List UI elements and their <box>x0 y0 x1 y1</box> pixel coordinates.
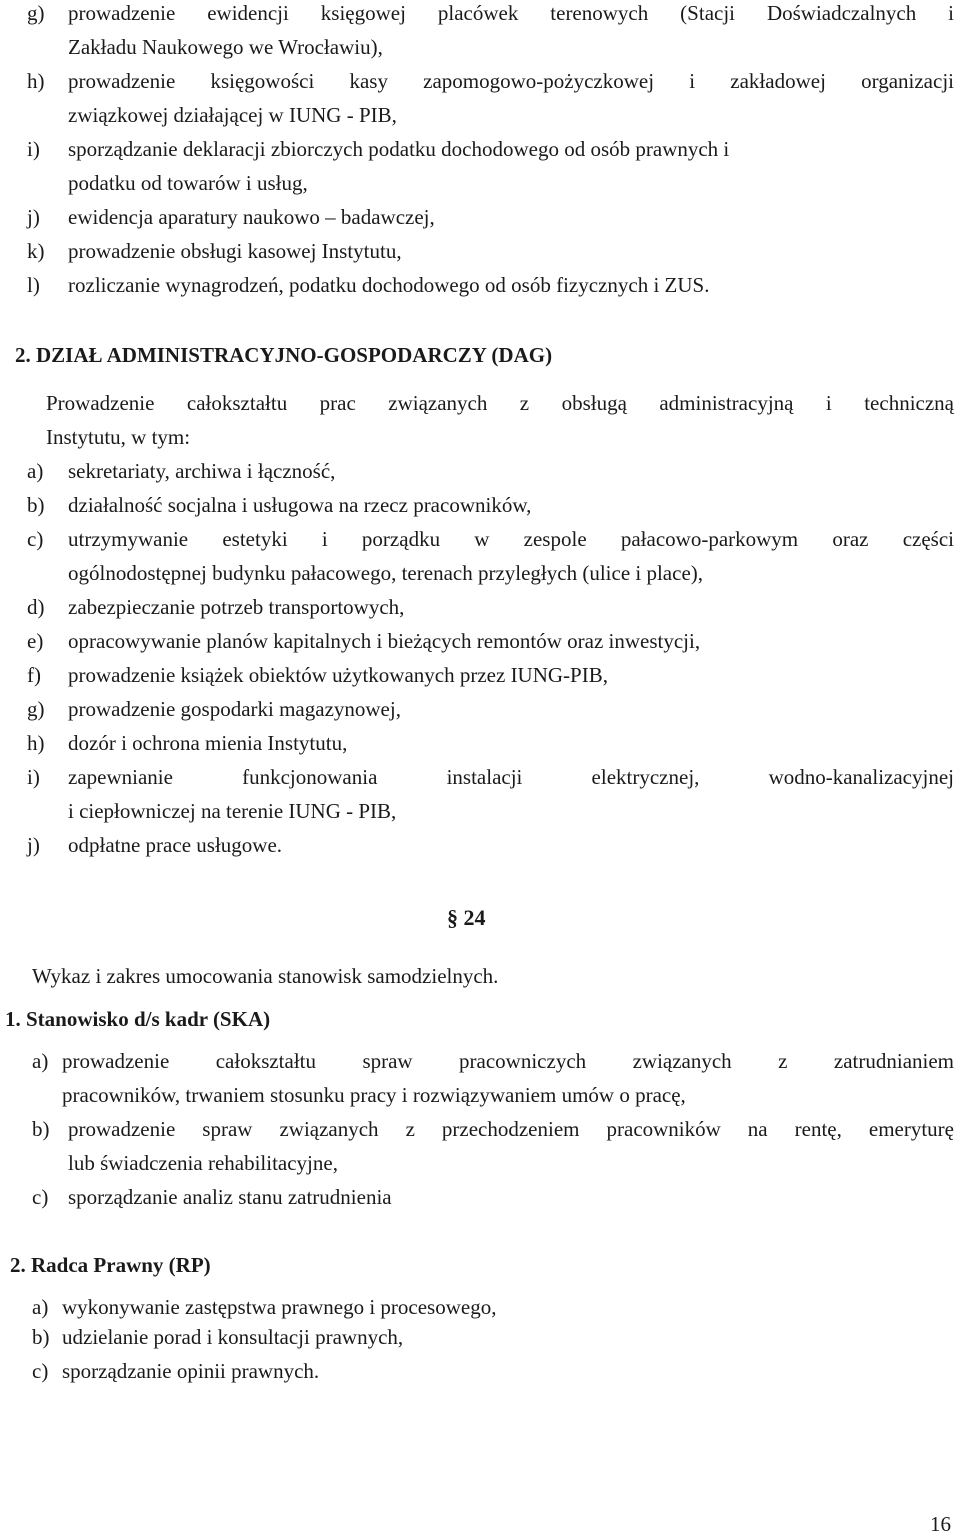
list-marker: i) <box>27 137 40 161</box>
list-item-text: ewidencja aparatury naukowo – badawczej, <box>68 205 435 229</box>
list-marker: c) <box>27 527 44 551</box>
section-heading: 2. Radca Prawny (RP) <box>10 1253 211 1277</box>
list-item-text: sekretariaty, archiwa i łączność, <box>68 459 336 483</box>
list-marker: g) <box>27 1 45 25</box>
list-marker: c) <box>32 1185 49 1209</box>
list-item-text: sporządzanie analiz stanu zatrudnienia <box>68 1185 392 1209</box>
list-item-text: prowadzenie całokształtu spraw pracowniczych związanych z zatrudnianiem <box>62 1049 954 1073</box>
wykaz-intro: Wykaz i zakres umocowania stanowisk samodzielnych. <box>32 964 499 988</box>
list-item-text: sporządzanie deklaracji zbiorczych podatku dochodowego od osób prawnych i <box>68 137 730 161</box>
list-marker: c) <box>32 1359 49 1383</box>
list-marker: h) <box>27 731 45 755</box>
list-item-text: podatku od towarów i usług, <box>68 171 308 195</box>
list-item-text: prowadzenie obsługi kasowej Instytutu, <box>68 239 402 263</box>
list-item-text: wykonywanie zastępstwa prawnego i procesowego, <box>62 1295 497 1319</box>
paragraph-heading: § 24 <box>447 905 486 930</box>
list-marker: i) <box>27 765 40 789</box>
list-marker: d) <box>27 595 45 619</box>
list-item-text: utrzymywanie estetyki i porządku w zespole pałacowo-parkowym oraz części <box>68 527 954 551</box>
section-intro: Instytutu, w tym: <box>46 425 191 449</box>
list-item-text: prowadzenie gospodarki magazynowej, <box>68 697 401 721</box>
list-marker: a) <box>27 459 44 483</box>
list-marker: k) <box>27 239 45 263</box>
list-item-text: prowadzenie ewidencji księgowej placówek terenowych (Stacji Doświadczalnych i <box>68 1 954 25</box>
list-item-text: udzielanie porad i konsultacji prawnych, <box>62 1325 404 1349</box>
list-marker: h) <box>27 69 45 93</box>
list-marker: a) <box>32 1049 49 1073</box>
list-marker: e) <box>27 629 44 653</box>
section-heading: 2. DZIAŁ ADMINISTRACYJNO-GOSPODARCZY (DAG) <box>15 343 553 367</box>
list-item-text: prowadzenie spraw związanych z przechodzeniem pracowników na rentę, emeryturę <box>68 1117 954 1141</box>
list-item-text: odpłatne prace usługowe. <box>68 833 283 857</box>
list-marker: l) <box>27 273 40 297</box>
list-item-text: związkowej działającej w IUNG - PIB, <box>68 103 397 127</box>
list-marker: b) <box>32 1325 50 1349</box>
list-marker: a) <box>32 1295 49 1319</box>
list-item-text: Zakładu Naukowego we Wrocławiu), <box>68 35 383 59</box>
list-item-text: prowadzenie książek obiektów użytkowanych przez IUNG-PIB, <box>68 663 608 687</box>
list-item-text: dozór i ochrona mienia Instytutu, <box>68 731 348 755</box>
list-marker: g) <box>27 697 45 721</box>
list-item-text: opracowywanie planów kapitalnych i bieżących remontów oraz inwestycji, <box>68 629 701 653</box>
section-heading: 1. Stanowisko d/s kadr (SKA) <box>5 1007 271 1031</box>
list-item-text: lub świadczenia rehabilitacyjne, <box>68 1151 338 1175</box>
list-item-text: zabezpieczanie potrzeb transportowych, <box>68 595 405 619</box>
list-marker: f) <box>27 663 41 687</box>
list-item-text: ogólnodostępnej budynku pałacowego, terenach przyległych (ulice i place), <box>68 561 704 585</box>
section-intro: Prowadzenie całokształtu prac związanych z obsługą administracyjną i techniczną <box>46 391 954 415</box>
list-marker: j) <box>27 205 40 229</box>
list-marker: b) <box>32 1117 50 1141</box>
list-item-text: i ciepłowniczej na terenie IUNG - PIB, <box>68 799 397 823</box>
list-item-text: prowadzenie księgowości kasy zapomogowo-pożyczkowej i zakładowej organizacji <box>68 69 954 93</box>
list-item-text: sporządzanie opinii prawnych. <box>62 1359 320 1383</box>
list-item-text: działalność socjalna i usługowa na rzecz pracowników, <box>68 493 532 517</box>
list-marker: b) <box>27 493 45 517</box>
list-item-text: rozliczanie wynagrodzeń, podatku dochodowego od osób fizycznych i ZUS. <box>68 273 710 297</box>
list-marker: j) <box>27 833 40 857</box>
list-item-text: pracowników, trwaniem stosunku pracy i rozwiązywaniem umów o pracę, <box>62 1083 686 1107</box>
page-number: 16 <box>930 1512 951 1536</box>
list-item-text: zapewnianie funkcjonowania instalacji elektrycznej, wodno-kanalizacyjnej <box>68 765 954 789</box>
